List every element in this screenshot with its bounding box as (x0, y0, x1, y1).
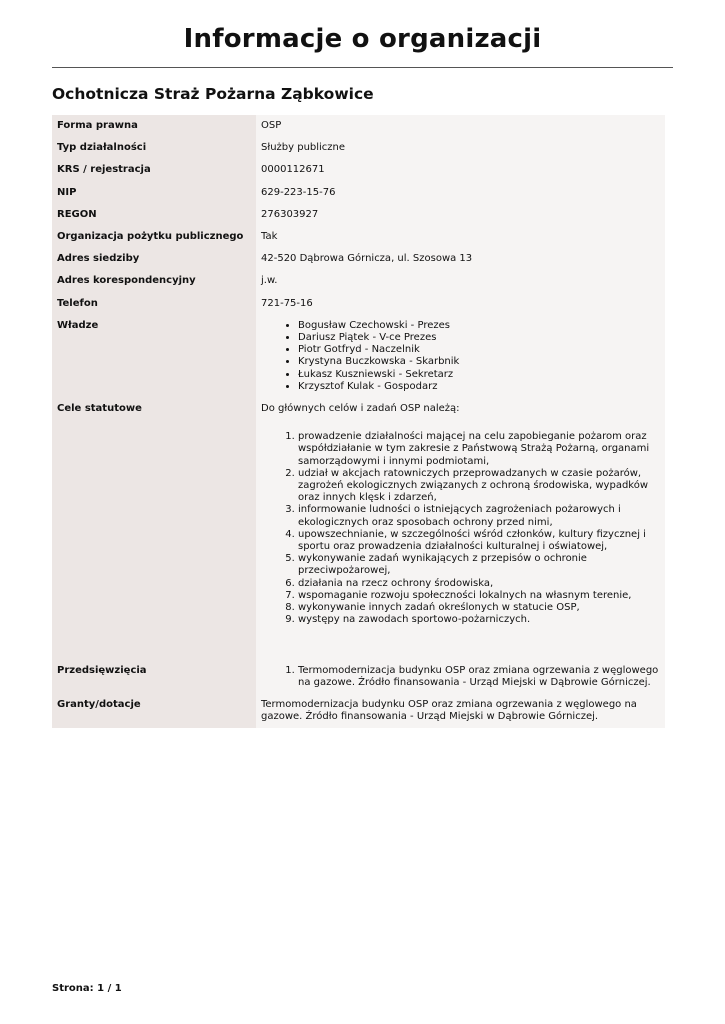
table-row (52, 204, 665, 226)
row-label: Cele statutowe (52, 398, 256, 659)
list-item: • Łukasz Kuszniewski - Sekretarz (298, 369, 660, 381)
table-row (52, 159, 665, 181)
row-value: Termomodernizacja budynku OSP oraz zmiana ogrzewania z węglowego na gazowe. Źródło finansowania - Urząd Miejski w Dąbrowie Górniczej. (256, 694, 665, 728)
row-value: j.w. (256, 270, 665, 292)
table-row (52, 660, 665, 694)
row-label: Adres siedziby (52, 248, 256, 270)
list-item: 1. Termomodernizacja budynku OSP oraz zmiana ogrzewania z węglowego na gazowe. Źródło finansowania - Urząd Miejski w Dąbrowie Górniczej. (298, 665, 660, 689)
row-value: OSP (256, 115, 665, 137)
organization-info-table (52, 115, 665, 728)
list-item: • Bogusław Czechowski - Prezes (298, 320, 660, 332)
table-row (52, 293, 665, 315)
table-row (52, 248, 665, 270)
list-item: • Krystyna Buczkowska - Skarbnik (298, 356, 660, 368)
row-value: 721-75-16 (256, 293, 665, 315)
row-value (256, 660, 665, 694)
list-item: • Piotr Gotfryd - Naczelnik (298, 344, 660, 356)
list-item: 6. działania na rzecz ochrony środowiska, (298, 578, 660, 590)
table-row (52, 226, 665, 248)
list-item: 3. informowanie ludności o istniejących zagrożeniach pożarowych i ekologicznych oraz sposobach ochrony przed nimi, (298, 504, 660, 528)
table-row (52, 315, 665, 398)
row-label: NIP (52, 182, 256, 204)
goals-intro: Do głównych celów i zadań OSP należą: (261, 403, 460, 415)
list-item: 9. występy na zawodach sportowo-pożarniczych. (298, 614, 660, 626)
row-label: Organizacja pożytku publicznego (52, 226, 256, 248)
goals-list (261, 431, 660, 626)
list-item: 7. wspomaganie rozwoju społeczności lokalnych na własnym terenie, (298, 590, 660, 602)
row-label: Władze (52, 315, 256, 398)
row-label: KRS / rejestracja (52, 159, 256, 181)
row-label: Granty/dotacje (52, 694, 256, 728)
table-row (52, 137, 665, 159)
row-value: 42-520 Dąbrowa Górnicza, ul. Szosowa 13 (256, 248, 665, 270)
row-label: Adres korespondencyjny (52, 270, 256, 292)
row-value: 0000112671 (256, 159, 665, 181)
projects-list (261, 665, 660, 689)
list-item: 4. upowszechnianie, w szczególności wśród członków, kultury fizycznej i sportu oraz prowadzenia działalności kulturalnej i oświatowej, (298, 529, 660, 553)
table-row (52, 182, 665, 204)
row-value (256, 315, 665, 398)
row-label: Forma prawna (52, 115, 256, 137)
table-row (52, 270, 665, 292)
organization-name: Ochotnicza Straż Pożarna Ząbkowice (52, 85, 374, 103)
table-row (52, 694, 665, 728)
list-item: 1. prowadzenie działalności mającej na celu zapobieganie pożarom oraz współdziałanie w tym zakresie z Państwową Strażą Pożarną, organami samorządowymi i innymi podmiotami, (298, 431, 660, 468)
row-value: 276303927 (256, 204, 665, 226)
list-item: • Krzysztof Kulak - Gospodarz (298, 381, 660, 393)
row-label: Telefon (52, 293, 256, 315)
row-value: Służby publiczne (256, 137, 665, 159)
table-row (52, 115, 665, 137)
page-title: Informacje o organizacji (183, 24, 542, 54)
row-value: 629-223-15-76 (256, 182, 665, 204)
row-label: Przedsięwzięcia (52, 660, 256, 694)
row-value: Tak (256, 226, 665, 248)
title-divider (52, 67, 673, 68)
row-value (256, 398, 665, 659)
list-item: 8. wykonywanie innych zadań określonych w statucie OSP, (298, 602, 660, 614)
page-number: Strona: 1 / 1 (52, 983, 122, 994)
table-row (52, 398, 665, 659)
list-item: • Dariusz Piątek - V-ce Prezes (298, 332, 660, 344)
list-item: 5. wykonywanie zadań wynikających z przepisów o ochronie przeciwpożarowej, (298, 553, 660, 577)
list-item: 2. udział w akcjach ratowniczych przeprowadzanych w czasie pożarów, zagrożeń ekologicznych związanych z ochroną środowiska, wypadków oraz innych klęsk i zdarzeń, (298, 468, 660, 505)
row-label: Typ działalności (52, 137, 256, 159)
authorities-list (261, 320, 660, 393)
row-label: REGON (52, 204, 256, 226)
